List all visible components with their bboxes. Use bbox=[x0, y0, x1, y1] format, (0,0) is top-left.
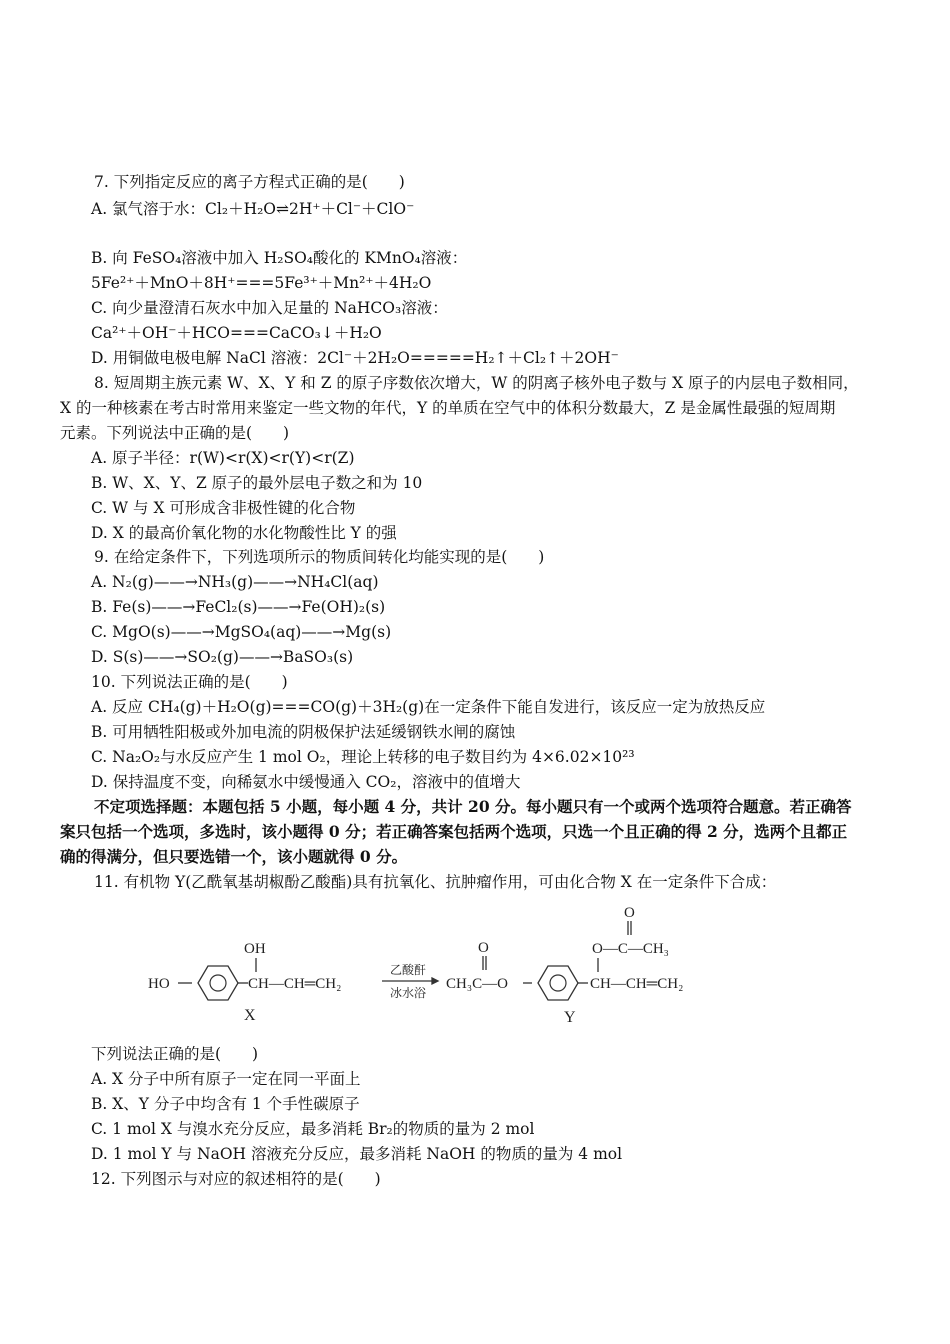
q11-option-a: A. X 分子中所有原子一定在同一平面上 bbox=[91, 1070, 361, 1088]
q9-option-c: C. MgO(s)——→MgSO₄(aq)——→Mg(s) bbox=[91, 623, 392, 641]
q9-option-b: B. Fe(s)——→FeCl₂(s)——→Fe(OH)₂(s) bbox=[91, 598, 386, 616]
q10-option-a: A. 反应 CH₄(g)＋H₂O(g)===CO(g)＋3H₂(g)在一定条件下能自发进行，该反应一定为放热反应 bbox=[91, 698, 766, 716]
q10-option-b: B. 可用牺牲阳极或外加电流的阴极保护法延缓钢铁水闸的腐蚀 bbox=[91, 723, 516, 741]
q10-option-d: D. 保持温度不变，向稀氨水中缓慢通入 CO₂，溶液中的值增大 bbox=[91, 773, 521, 791]
q11-option-c: C. 1 mol X 与溴水充分反应，最多消耗 Br₂的物质的量为 2 mol bbox=[91, 1120, 535, 1138]
x-oh-label: OH bbox=[244, 941, 266, 957]
reagent-top-label: 乙酸酐 bbox=[390, 963, 427, 977]
q10-option-c: C. Na₂O₂与水反应产生 1 mol O₂，理论上转移的电子数目约为 4×6.02×10²³ bbox=[91, 748, 635, 766]
y-acetoxy-label: O—C—CH₃ bbox=[592, 941, 669, 957]
q7-option-b-line2: 5Fe²⁺＋MnO＋8H⁺===5Fe³⁺＋Mn²⁺＋4H₂O bbox=[91, 274, 432, 292]
q11-option-b: B. X、Y 分子中均含有 1 个手性碳原子 bbox=[91, 1095, 360, 1113]
x-benzene-ring bbox=[198, 966, 238, 1000]
q7-stem: 7. 下列指定反应的离子方程式正确的是( ) bbox=[94, 173, 405, 191]
q8-option-a: A. 原子半径：r(W)<r(X)<r(Y)<r(Z) bbox=[91, 449, 355, 467]
q11-option-d: D. 1 mol Y 与 NaOH 溶液充分反应，最多消耗 NaOH 的物质的量为 4 mol bbox=[91, 1145, 623, 1163]
q7-option-c-line2: Ca²⁺＋OH⁻＋HCO===CaCO₃↓＋H₂O bbox=[91, 324, 382, 342]
y-ester-o-label: O bbox=[478, 940, 489, 956]
q9-stem: 9. 在给定条件下，下列选项所示的物质间转化均能实现的是( ) bbox=[94, 548, 545, 566]
q8-stem-line3: 元素。下列说法中正确的是( ) bbox=[60, 424, 290, 442]
x-hydroxy-label: HO bbox=[148, 976, 170, 992]
compound-x-label: X bbox=[244, 1007, 256, 1024]
section-instructions-line2: 案只包括一个选项，多选时，该小题得 0 分；若正确答案包括两个选项，只选一个且正确的得 2 分，选两个且都正 bbox=[60, 822, 848, 841]
reagent-bottom-label: 冰水浴 bbox=[390, 986, 427, 1000]
q8-option-b: B. W、X、Y、Z 原子的最外层电子数之和为 10 bbox=[91, 474, 423, 492]
q11-prompt: 下列说法正确的是( ) bbox=[91, 1045, 259, 1063]
y-benzene-ring bbox=[538, 966, 578, 1000]
q7-option-d: D. 用铜做电极电解 NaCl 溶液：2Cl⁻＋2H₂O=====H₂↑＋Cl₂↑＋2OH⁻ bbox=[91, 349, 619, 367]
compound-y-label: Y bbox=[564, 1009, 576, 1026]
q10-stem: 10. 下列说法正确的是( ) bbox=[91, 673, 288, 691]
section-instructions-line3: 确的得满分，但只要选错一个，该小题就得 0 分。 bbox=[60, 847, 408, 866]
section-instructions-line1: 不定项选择题：本题包括 5 小题，每小题 4 分，共计 20 分。每小题只有一个或两个选项符合题意。若正确答 bbox=[94, 797, 852, 816]
q7-option-c-line1: C. 向少量澄清石灰水中加入足量的 NaHCO₃溶液： bbox=[91, 299, 448, 317]
q8-option-c: C. W 与 X 可形成含非极性键的化合物 bbox=[91, 499, 356, 517]
x-chain-label: CH—CH═CH₂ bbox=[248, 976, 342, 992]
q8-stem-line1: 8. 短周期主族元素 W、X、Y 和 Z 的原子序数依次增大，W 的阴离子核外电子数与 X 原子的内层电子数相同， bbox=[94, 374, 859, 392]
q8-option-d: D. X 的最高价氧化物的水化物酸性比 Y 的强 bbox=[91, 524, 397, 542]
reaction-scheme-diagram bbox=[140, 900, 740, 1030]
q11-stem: 11. 有机物 Y(乙酰氧基胡椒酚乙酸酯)具有抗氧化、抗肿瘤作用，可由化合物 X 在一定条件下合成： bbox=[94, 873, 777, 891]
q8-stem-line2: X 的一种核素在考古时常用来鉴定一些文物的年代，Y 的单质在空气中的体积分数最大，Z 是金属性最强的短周期 bbox=[60, 399, 836, 417]
y-acetyl-label: CH₃C—O bbox=[446, 976, 508, 992]
q7-option-b-line1: B. 向 FeSO₄溶液中加入 H₂SO₄酸化的 KMnO₄溶液： bbox=[91, 249, 468, 267]
q9-option-d: D. S(s)——→SO₂(g)——→BaSO₃(s) bbox=[91, 648, 354, 666]
q7-option-a: A. 氯气溶于水：Cl₂＋H₂O⇌2H⁺＋Cl⁻＋ClO⁻ bbox=[91, 200, 415, 218]
y-chain-label: CH—CH═CH₂ bbox=[590, 976, 684, 992]
q12-stem: 12. 下列图示与对应的叙述相符的是( ) bbox=[91, 1170, 381, 1188]
q9-option-a: A. N₂(g)——→NH₃(g)——→NH₄Cl(aq) bbox=[91, 573, 379, 591]
y-carbonyl-o-label: O bbox=[624, 905, 635, 921]
